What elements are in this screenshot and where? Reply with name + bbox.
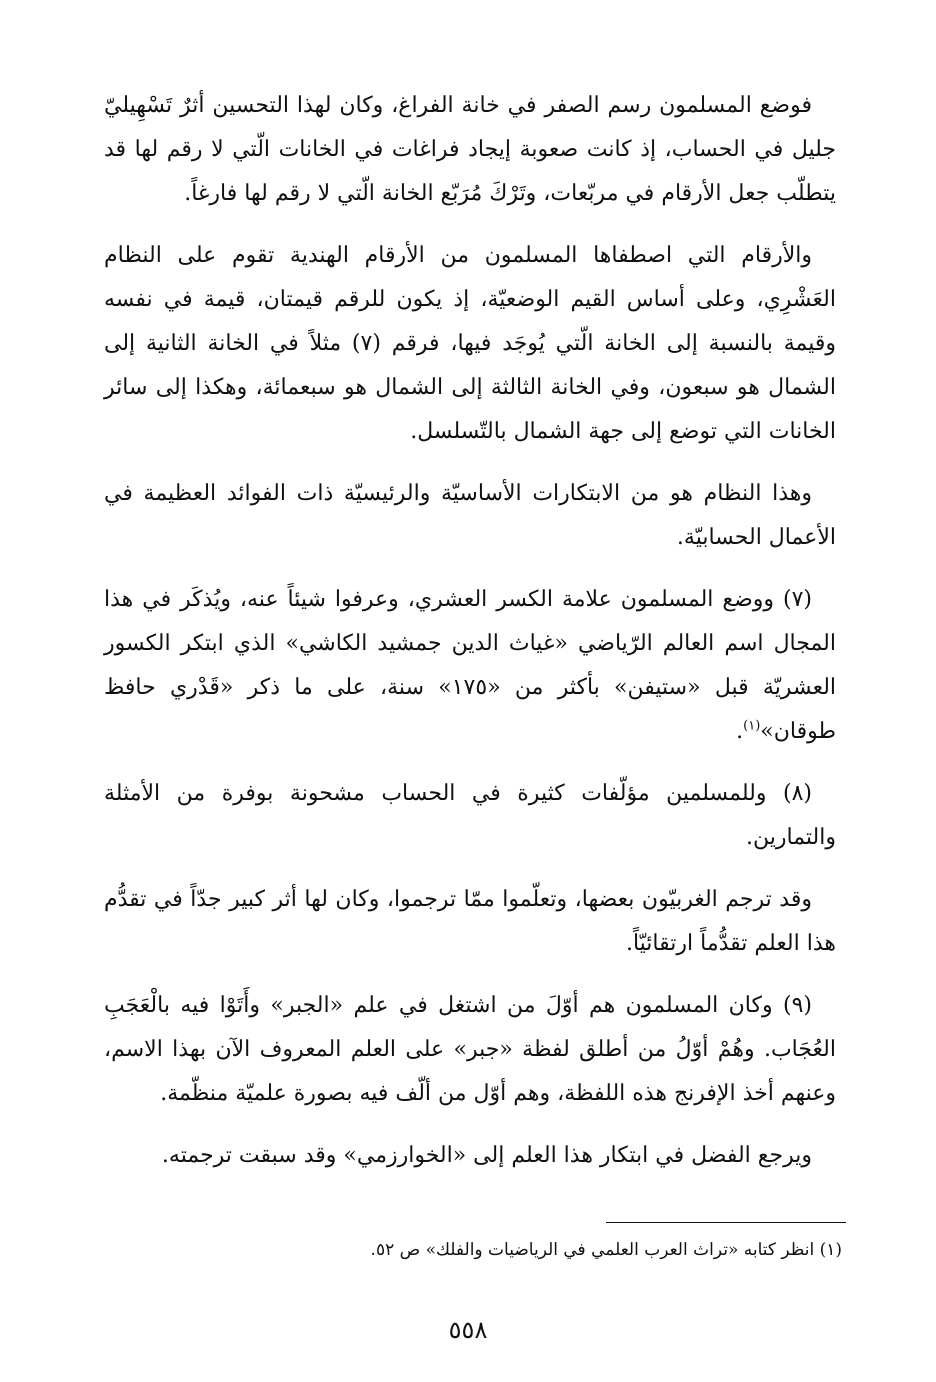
- paragraph-text: وقد ترجم الغربيّون بعضها، وتعلّموا ممّا ترجموا، وكان لها أثر كبير جدّاً في تقدُّم هذا العلم تقدُّماً ارتقائيّاً.: [104, 887, 836, 956]
- paragraph-algebra: [104, 984, 836, 1116]
- paragraph-text: (٧) ووضع المسلمون علامة الكسر العشري، وعرفوا شيئاً عنه، ويُذكَر في هذا المجال اسم العالم الرّياضي «غياث الدين جمشيد الكاشي» الذي ابتكر الكسور العشريّة قبل «ستيفن» بأكثر من «١٧٥» سنة، على ما ذكر «قَدْري حافظ طوقان»: [104, 587, 837, 744]
- paragraph-decimal-fraction: [104, 578, 836, 754]
- paragraph-arithmetic-books: [104, 772, 836, 860]
- paragraph-decimal-system: [104, 234, 836, 454]
- paragraph-text: (٩) وكان المسلمون هم أوّلَ من اشتغل في علم «الجبر» وأَتَوْا فيه بالْعَجَبِ العُجَاب. وهُمْ أوّلُ من أطلق لفظة «جبر» على العلم المعروف الآن بهذا الاسم، وعنهم أخذ الإفرنج هذه اللفظة، وهم أوّل من ألّف فيه بصورة علميّة منظّمة.: [104, 993, 836, 1106]
- footnote-reference: (١): [743, 718, 761, 734]
- paragraph-zero-invention: [104, 84, 836, 216]
- paragraph-khwarizmi: [104, 1134, 836, 1178]
- paragraph-western-translation: [104, 878, 836, 966]
- paragraph-text: ويرجع الفضل في ابتكار هذا العلم إلى «الخوارزمي» وقد سبقت ترجمته.: [161, 1143, 812, 1168]
- footnote: (١) انظر كتابه «تراث العرب العلمي في الرياضيات والفلك» ص ٥٢.: [370, 1240, 842, 1260]
- paragraph-text: (٨) وللمسلمين مؤلّفات كثيرة في الحساب مشحونة بوفرة من الأمثلة والتمارين.: [104, 781, 836, 850]
- paragraph-system-importance: [104, 472, 836, 560]
- paragraph-tail: .: [736, 719, 744, 744]
- main-text: [104, 84, 836, 1196]
- paragraph-text: فوضع المسلمون رسم الصفر في خانة الفراغ، وكان لهذا التحسين أثرٌ تَسْهِيليّ جليل في الحساب، إذ كانت صعوبة إيجاد فراغات في الخانات الّتي لا رقم لها قد يتطلّب جعل الأرقام في مربّعات، وتَرْكَ مُرَبّع الخانة الّتي لا رقم لها فارغاً.: [104, 93, 836, 206]
- paragraph-text: والأرقام التي اصطفاها المسلمون من الأرقام الهندية تقوم على النظام العَشْرِي، وعلى أساس القيم الوضعيّة، إذ يكون للرقم قيمتان، قيمة في نفسه وقيمة بالنسبة إلى الخانة الّتي يُوجَد فيها، فرقم (٧) مثلاً في الخانة الثانية إلى الشمال هو سبعون، وفي الخانة الثالثة إلى الشمال هو سبعمائة، وهكذا إلى سائر الخانات التي توضع إلى جهة الشمال بالتّسلسل.: [104, 243, 836, 444]
- paragraph-text: وهذا النظام هو من الابتكارات الأساسيّة والرئيسيّة ذات الفوائد العظيمة في الأعمال الحسابيّة.: [104, 481, 836, 550]
- footnote-divider: [606, 1222, 846, 1223]
- page-number: ٥٥٨: [448, 1316, 488, 1344]
